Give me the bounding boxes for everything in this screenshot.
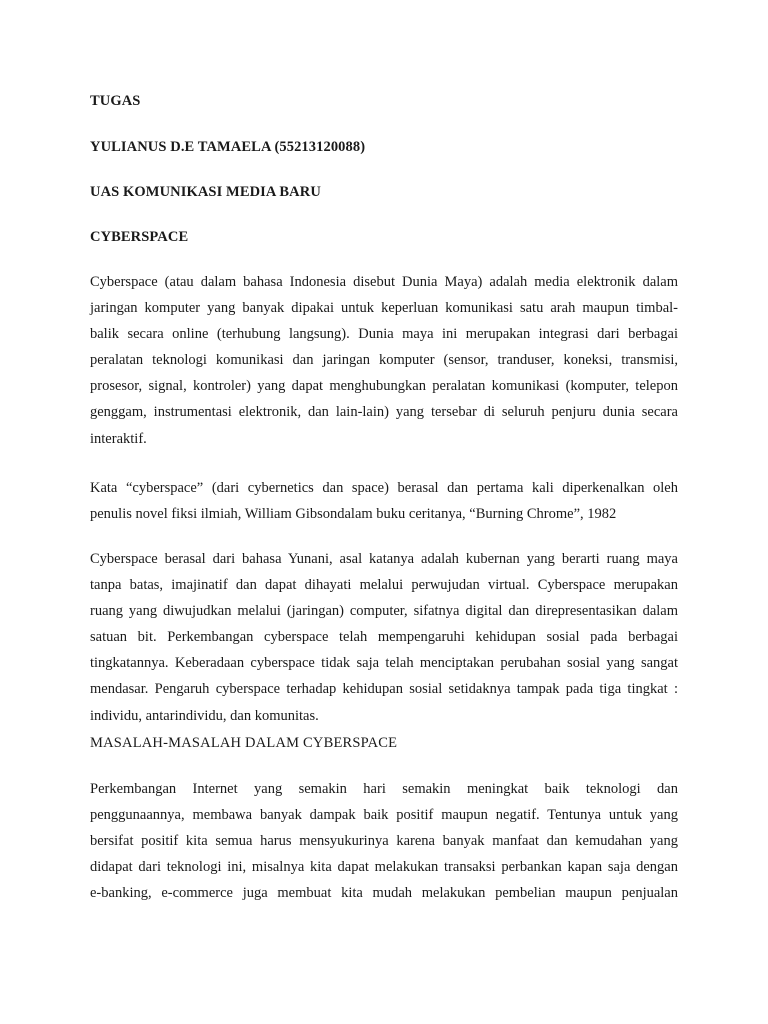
paragraph-line: didapat dari teknologi ini, misalnya kita dapat melakukan transaksi perbankan kapan saja dengan xyxy=(90,859,678,875)
paragraph-line: penulis novel fiksi ilmiah, William Gibsondalam buku ceritanya, “Burning Chrome”, 1982 xyxy=(90,506,617,522)
paragraph-line: ruang yang diwujudkan melalui (jaringan) computer, sifatnya digital dan direpresentasikan dalam xyxy=(90,603,678,619)
paragraph-line: penggunaannya, membawa banyak dampak baik positif maupun negatif. Tentunya untuk yang xyxy=(90,807,678,823)
paragraph-line: jaringan komputer yang banyak dipakai untuk keperluan komunikasi satu arah maupun timbal- xyxy=(90,300,678,316)
paragraph-line: tanpa batas, imajinatif dan dapat dihayati melalui perwujudan virtual. Cyberspace merupakan xyxy=(90,577,678,593)
paragraph-line: satuan bit. Perkembangan cyberspace telah mempengaruhi kehidupan sosial pada berbagai xyxy=(90,629,678,645)
paragraph-line: individu, antarindividu, dan komunitas. xyxy=(90,708,319,724)
paragraph-line: tingkatannya. Keberadaan cyberspace tidak saja telah menciptakan perubahan sosial yang sangat xyxy=(90,655,678,671)
topic-title: CYBERSPACE xyxy=(90,229,189,245)
paragraph-line: Kata “cyberspace” (dari cybernetics dan space) berasal dan pertama kali diperkenalkan oleh xyxy=(90,480,678,496)
paragraph-line: mendasar. Pengaruh cyberspace terhadap kehidupan sosial setidaknya tampak pada tiga tingkat : xyxy=(90,681,678,697)
paragraph-line: bersifat positif kita semua harus mensyukurinya karena banyak manfaat dan kemudahan yang xyxy=(90,833,678,849)
paragraph-line: Cyberspace berasal dari bahasa Yunani, asal katanya adalah kubernan yang berarti ruang maya xyxy=(90,551,678,567)
paragraph-line: genggam, instrumentasi elektronik, dan lain-lain) yang tersebar di seluruh penjuru dunia secara xyxy=(90,404,678,420)
course-title: UAS KOMUNIKASI MEDIA BARU xyxy=(90,184,321,200)
paragraph-line: Cyberspace (atau dalam bahasa Indonesia disebut Dunia Maya) adalah media elektronik dalam xyxy=(90,274,678,290)
paragraph-line: Perkembangan Internet yang semakin hari semakin meningkat baik teknologi dan xyxy=(90,781,678,797)
assignment-label: TUGAS xyxy=(90,93,141,109)
author-line: YULIANUS D.E TAMAELA (55213120088) xyxy=(90,139,366,155)
paragraph-line: interaktif. xyxy=(90,431,147,447)
section-title: MASALAH-MASALAH DALAM CYBERSPACE xyxy=(90,735,398,751)
paragraph-line: prosesor, signal, kontroler) yang dapat menghubungkan peralatan komunikasi (komputer, telepon xyxy=(90,378,678,394)
paragraph-line: peralatan teknologi komunikasi dan jaringan komputer (sensor, tranduser, koneksi, transmisi, xyxy=(90,352,678,368)
paragraph-line: balik secara online (terhubung langsung). Dunia maya ini merupakan integrasi dari berbagai xyxy=(90,326,678,342)
paragraph-line: e-banking, e-commerce juga membuat kita mudah melakukan pembelian maupun penjualan xyxy=(90,885,678,901)
